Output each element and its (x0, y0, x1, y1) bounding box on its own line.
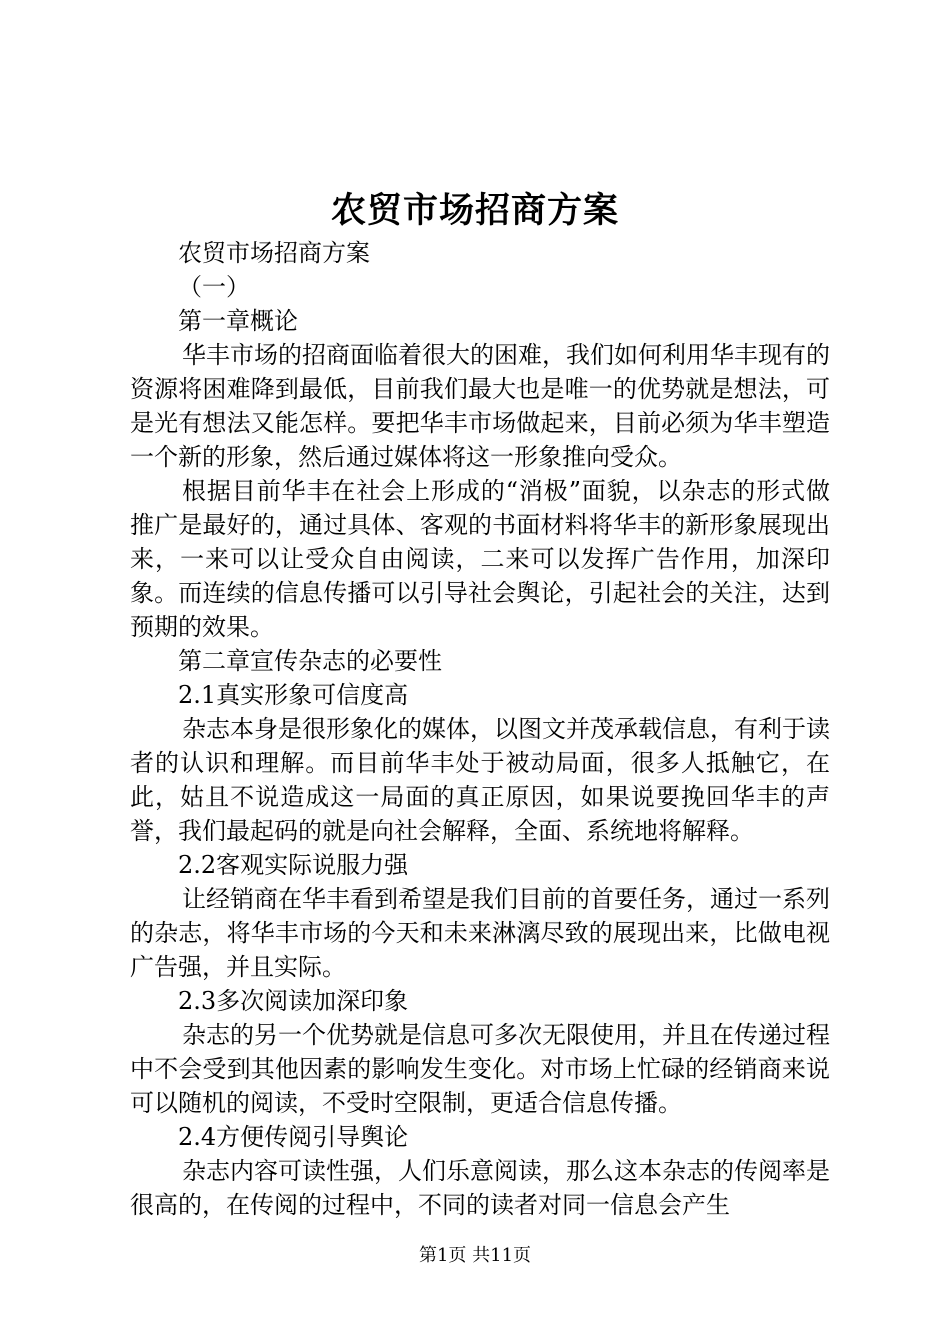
paragraph: 杂志的另一个优势就是信息可多次无限使用，并且在传递过程中不会受到其他因素的影响发生变化。对市场上忙碌的经销商来说可以随机的阅读，不受时空限制，更适合信息传播。 (130, 1021, 830, 1117)
section-heading: 2.4方便传阅引导舆论 (178, 1123, 409, 1151)
section-heading: 2.1真实形象可信度高 (178, 681, 409, 709)
chapter-heading: 第二章宣传杂志的必要性 (178, 647, 442, 675)
document-body (130, 236, 830, 1222)
page-number-footer: 第1页 共11页 (418, 1245, 532, 1266)
section-heading: 2.3多次阅读加深印象 (178, 987, 409, 1015)
subtitle: 农贸市场招商方案 (178, 239, 370, 267)
paragraph: 杂志内容可读性强，人们乐意阅读，那么这本杂志的传阅率是很高的，在传阅的过程中，不同的读者对同一信息会产生 (130, 1157, 830, 1219)
section-heading: 2.2客观实际说服力强 (178, 851, 409, 879)
part-label: （一） (178, 273, 250, 301)
paragraph: 根据目前华丰在社会上形成的“消极”面貌，以杂志的形式做推广是最好的，通过具体、客观的书面材料将华丰的新形象展现出来，一来可以让受众自由阅读，二来可以发挥广告作用，加深印象。而连续的信息传播可以引导社会舆论，引起社会的关注，达到预期的效果。 (130, 477, 830, 641)
document-title: 农贸市场招商方案 (330, 190, 619, 231)
paragraph: 杂志本身是很形象化的媒体，以图文并茂承载信息，有利于读者的认识和理解。而目前华丰处于被动局面，很多人抵触它，在此，姑且不说造成这一局面的真正原因，如果说要挽回华丰的声誉，我们最起码的就是向社会解释，全面、系统地将解释。 (130, 715, 830, 845)
paragraph: 让经销商在华丰看到希望是我们目前的首要任务，通过一系列的杂志，将华丰市场的今天和未来淋漓尽致的展现出来，比做电视广告强，并且实际。 (130, 885, 830, 981)
chapter-heading: 第一章概论 (178, 307, 298, 335)
paragraph: 华丰市场的招商面临着很大的困难，我们如何利用华丰现有的资源将困难降到最低，目前我们最大也是唯一的优势就是想法，可是光有想法又能怎样。要把华丰市场做起来，目前必须为华丰塑造一个新的形象，然后通过媒体将这一形象推向受众。 (130, 341, 830, 471)
